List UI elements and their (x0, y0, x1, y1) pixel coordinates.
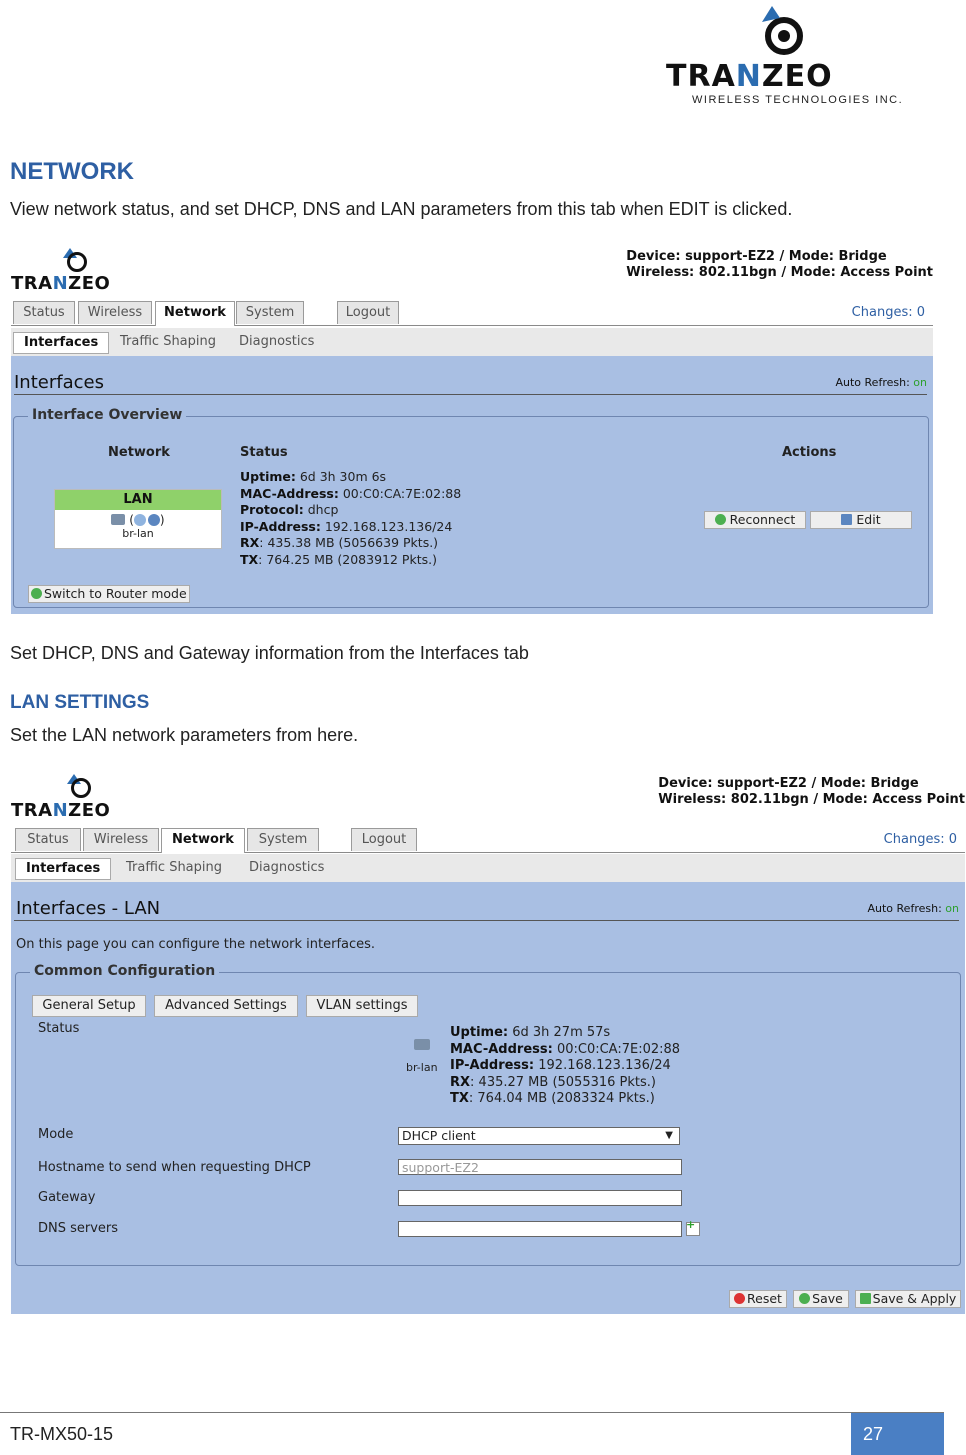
tab-status[interactable]: Status (15, 828, 81, 851)
subtab-diagnostics[interactable]: Diagnostics (239, 334, 315, 349)
mini-logo-icon (67, 252, 87, 272)
ethernet-icon (414, 1039, 430, 1050)
gateway-input[interactable] (398, 1190, 682, 1206)
tab-wireless[interactable]: Wireless (83, 828, 159, 851)
tab-vlan-settings[interactable]: VLAN settings (306, 995, 418, 1017)
reset-button[interactable]: Reset (729, 1290, 787, 1308)
changes-link[interactable]: Changes: 0 (851, 305, 925, 320)
common-configuration-fieldset (15, 963, 961, 1266)
subtab-bar (11, 854, 965, 882)
device-info (658, 776, 965, 808)
tab-wireless[interactable]: Wireless (78, 301, 152, 324)
col-header-network: Network (108, 445, 170, 460)
subtab-traffic-shaping[interactable]: Traffic Shaping (120, 334, 217, 349)
subtab-diagnostics[interactable]: Diagnostics (249, 860, 325, 875)
reconnect-button[interactable]: Reconnect (704, 511, 806, 529)
subtab-interfaces[interactable]: Interfaces (15, 858, 111, 880)
tab-network[interactable]: Network (155, 301, 235, 326)
subtab-interfaces[interactable]: Interfaces (13, 332, 109, 354)
brand-wordmark: TRANZEO (666, 59, 833, 94)
save-button[interactable]: Save (793, 1290, 849, 1308)
hostname-label: Hostname to send when requesting DHCP (38, 1160, 311, 1175)
dns-servers-input[interactable] (398, 1221, 682, 1237)
title-divider (14, 920, 959, 921)
save-apply-icon (860, 1293, 871, 1304)
tab-logout[interactable]: Logout (337, 301, 399, 324)
tab-system[interactable]: System (247, 828, 319, 851)
mini-logo-wordmark: TRANZEO (11, 273, 111, 294)
paragraph-dhcp-dns: Set DHCP, DNS and Gateway information from the Interfaces tab (10, 643, 529, 663)
add-dns-icon[interactable]: + (686, 1222, 700, 1236)
mini-logo-icon (71, 778, 91, 798)
tranzeo-logo-icon (758, 4, 808, 56)
switch-icon (31, 588, 42, 599)
changes-link[interactable]: Changes: 0 (883, 832, 957, 847)
section-heading-network: NETWORK (10, 158, 134, 185)
interfaces-panel (11, 356, 933, 614)
interface-status: Uptime: 6d 3h 27m 57s MAC-Address: 00:C0:CA:7E:02:88 IP-Address: 192.168.123.136/24 RX: 435.27 MB (5055316 Pkts.) TX: 764.04 MB (2083324 Pkts.) (450, 1025, 681, 1106)
section-description-network: View network status, and set DHCP, DNS and LAN parameters from this tab when EDIT is clicked. (10, 199, 793, 219)
mode-select[interactable]: DHCP client ▼ (398, 1127, 680, 1145)
brand-logo (666, 0, 916, 110)
device-mode-line: Device: support-EZ2 / Mode: Bridge (626, 249, 887, 264)
interface-name: br-lan (406, 1061, 438, 1074)
lan-interface-name: br-lan (122, 527, 154, 540)
page-title: Interfaces - LAN (16, 898, 161, 919)
mini-logo-wordmark: TRANZEO (11, 800, 111, 821)
page-title: Interfaces (14, 372, 104, 393)
ethernet-icon (111, 514, 125, 525)
footer-divider (0, 1412, 944, 1413)
lan-settings-panel (11, 882, 965, 1314)
chevron-down-icon: ▼ (665, 1130, 673, 1141)
subtab-bar (11, 328, 933, 356)
reset-icon (734, 1293, 745, 1304)
fieldset-legend: Common Configuration (30, 963, 219, 979)
interface-overview-fieldset (13, 407, 929, 608)
lan-interface-icons: ( ) (55, 513, 221, 527)
lan-network-box[interactable] (54, 489, 222, 549)
subtab-traffic-shaping[interactable]: Traffic Shaping (126, 860, 223, 875)
col-header-status: Status (240, 445, 288, 460)
tab-status[interactable]: Status (13, 301, 75, 324)
col-header-actions: Actions (782, 445, 837, 460)
save-icon (799, 1293, 810, 1304)
wireless-icon (134, 514, 146, 526)
interfaces-screenshot (11, 244, 933, 614)
tab-advanced-settings[interactable]: Advanced Settings (154, 995, 298, 1017)
hostname-input[interactable]: support-EZ2 (398, 1159, 682, 1175)
gateway-label: Gateway (38, 1190, 96, 1205)
lan-network-name: LAN (55, 490, 221, 510)
status-label: Status (38, 1021, 80, 1036)
wireless-mode-line: Wireless: 802.11bgn / Mode: Access Point (658, 792, 965, 807)
fieldset-legend: Interface Overview (28, 407, 186, 423)
section-description-lan: Set the LAN network parameters from here. (10, 725, 359, 745)
page-intro: On this page you can configure the network interfaces. (16, 937, 376, 952)
tab-network[interactable]: Network (161, 828, 245, 853)
network-globe-icon (148, 514, 160, 526)
lan-settings-screenshot (11, 772, 965, 1314)
save-apply-button[interactable]: Save & Apply (855, 1290, 961, 1308)
title-divider (14, 394, 927, 395)
auto-refresh[interactable]: Auto Refresh: on (867, 902, 959, 915)
footer-doc-id: TR-MX50-15 (10, 1424, 114, 1444)
auto-refresh[interactable]: Auto Refresh: on (835, 376, 927, 389)
tab-system[interactable]: System (236, 301, 304, 324)
edit-icon (841, 514, 852, 525)
section-heading-lan: LAN SETTINGS (10, 692, 150, 713)
main-tab-row (11, 301, 933, 326)
device-info (626, 249, 933, 281)
main-tab-row (11, 828, 965, 853)
reconnect-icon (715, 514, 726, 525)
edit-button[interactable]: Edit (810, 511, 912, 529)
interface-status: Uptime: 6d 3h 30m 6s MAC-Address: 00:C0:CA:7E:02:88 Protocol: dhcp IP-Address: 192.168.123.136/24 RX: 435.38 MB (5056639 Pkts.) TX: 764.25 MB (2083912 Pkts.) (240, 469, 462, 567)
device-mode-line: Device: support-EZ2 / Mode: Bridge (658, 776, 919, 791)
dns-servers-label: DNS servers (38, 1221, 119, 1236)
mode-label: Mode (38, 1127, 74, 1142)
tab-logout[interactable]: Logout (351, 828, 417, 851)
footer-page-number: 27 (851, 1413, 944, 1455)
wireless-mode-line: Wireless: 802.11bgn / Mode: Access Point (626, 265, 933, 280)
switch-router-mode-button[interactable]: Switch to Router mode (28, 585, 190, 603)
tab-general-setup[interactable]: General Setup (32, 995, 146, 1017)
brand-subtitle: WIRELESS TECHNOLOGIES INC. (692, 94, 904, 106)
